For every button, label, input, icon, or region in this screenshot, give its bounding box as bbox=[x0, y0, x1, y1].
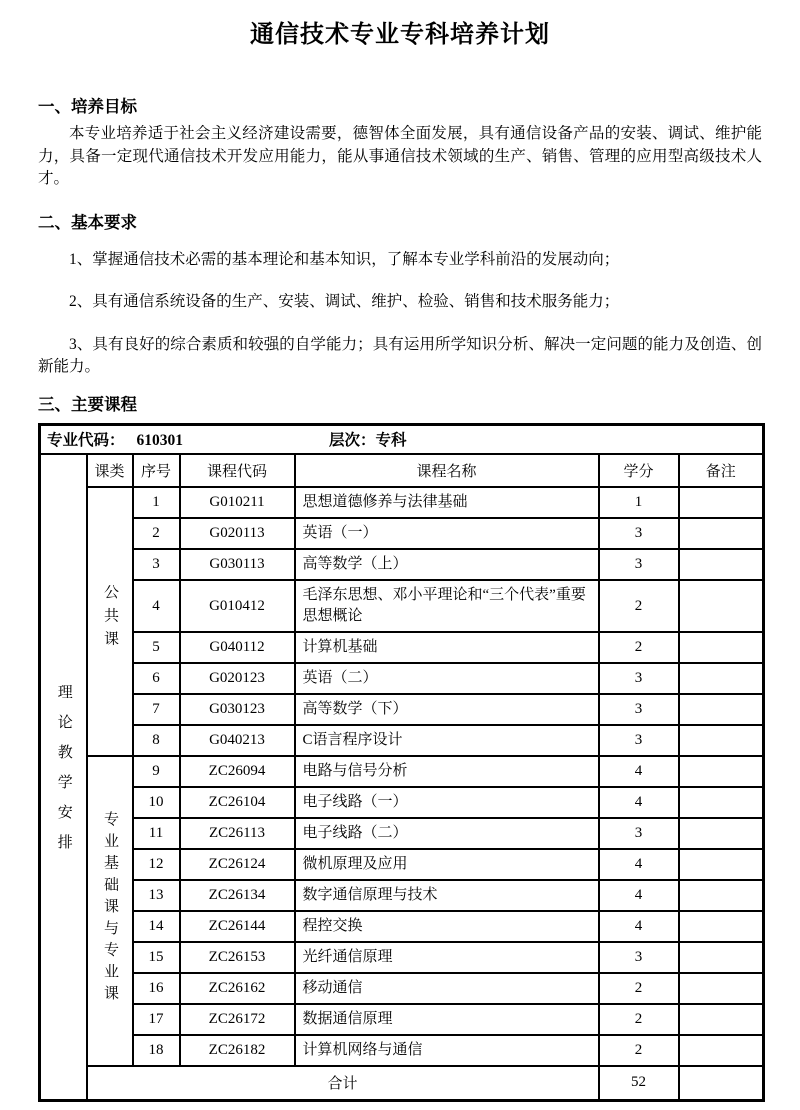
course-remarks bbox=[679, 911, 764, 942]
course-credits: 2 bbox=[599, 632, 679, 663]
course-credits: 4 bbox=[599, 849, 679, 880]
course-code: G020113 bbox=[180, 518, 295, 549]
table-row bbox=[40, 663, 764, 694]
course-name: 思想道德修养与法律基础 bbox=[295, 487, 599, 518]
course-remarks bbox=[679, 694, 764, 725]
course-seq: 11 bbox=[133, 818, 180, 849]
course-seq: 2 bbox=[133, 518, 180, 549]
course-seq: 7 bbox=[133, 694, 180, 725]
total-remarks bbox=[679, 1066, 764, 1100]
major-code-value: 610301 bbox=[136, 432, 184, 450]
course-seq: 12 bbox=[133, 849, 180, 880]
table-row bbox=[40, 487, 764, 518]
course-name: 高等数学（下） bbox=[295, 694, 599, 725]
course-credits: 2 bbox=[599, 1035, 679, 1066]
page-title: 通信技术专业专科培养计划 bbox=[250, 21, 550, 48]
table-row bbox=[40, 694, 764, 725]
table-row bbox=[40, 911, 764, 942]
table-meta-cell bbox=[40, 424, 764, 454]
course-remarks bbox=[679, 549, 764, 580]
course-remarks bbox=[679, 487, 764, 518]
category-label: 专业基础课与专业课 bbox=[102, 810, 118, 1007]
course-code: ZC26094 bbox=[180, 756, 295, 787]
course-seq: 3 bbox=[133, 549, 180, 580]
course-credits: 3 bbox=[599, 818, 679, 849]
course-seq: 16 bbox=[133, 973, 180, 1004]
table-row bbox=[40, 973, 764, 1004]
table-row bbox=[40, 818, 764, 849]
course-code: G040112 bbox=[180, 632, 295, 663]
category-label: 公共课 bbox=[102, 584, 118, 654]
course-name: 英语（一） bbox=[295, 518, 599, 549]
table-row bbox=[40, 1004, 764, 1035]
course-name: 光纤通信原理 bbox=[295, 942, 599, 973]
course-remarks bbox=[679, 818, 764, 849]
course-credits: 3 bbox=[599, 694, 679, 725]
course-name: 电子线路（一） bbox=[295, 787, 599, 818]
course-name: 微机原理及应用 bbox=[295, 849, 599, 880]
course-remarks bbox=[679, 632, 764, 663]
header-name: 课程名称 bbox=[295, 454, 599, 487]
course-credits: 4 bbox=[599, 787, 679, 818]
course-name: 高等数学（上） bbox=[295, 549, 599, 580]
table-row bbox=[40, 849, 764, 880]
total-label: 合计 bbox=[87, 1066, 599, 1100]
course-seq: 15 bbox=[133, 942, 180, 973]
course-name: 毛泽东思想、邓小平理论和“三个代表”重要思想概论 bbox=[295, 580, 599, 632]
course-seq: 14 bbox=[133, 911, 180, 942]
course-remarks bbox=[679, 787, 764, 818]
table-meta-row bbox=[40, 424, 764, 454]
course-seq: 9 bbox=[133, 756, 180, 787]
header-category: 课类 bbox=[87, 454, 133, 487]
total-credits: 52 bbox=[599, 1066, 679, 1100]
course-code: G010412 bbox=[180, 580, 295, 632]
course-remarks bbox=[679, 663, 764, 694]
course-code: G030113 bbox=[180, 549, 295, 580]
course-code: ZC26153 bbox=[180, 942, 295, 973]
course-name: 数字通信原理与技术 bbox=[295, 880, 599, 911]
course-seq: 6 bbox=[133, 663, 180, 694]
table-row bbox=[40, 580, 764, 632]
requirement-item-1: 1、掌握通信技术必需的基本理论和基本知识，了解本专业学科前沿的发展动向； bbox=[69, 250, 620, 268]
table-row bbox=[40, 1035, 764, 1066]
course-name: 电子线路（二） bbox=[295, 818, 599, 849]
course-name: 移动通信 bbox=[295, 973, 599, 1004]
course-name: 电路与信号分析 bbox=[295, 756, 599, 787]
course-code: G020123 bbox=[180, 663, 295, 694]
course-code: ZC26104 bbox=[180, 787, 295, 818]
course-credits: 4 bbox=[599, 911, 679, 942]
table-row bbox=[40, 549, 764, 580]
course-remarks bbox=[679, 756, 764, 787]
header-credits: 学分 bbox=[599, 454, 679, 487]
course-code: ZC26144 bbox=[180, 911, 295, 942]
table-row bbox=[40, 756, 764, 787]
course-remarks bbox=[679, 725, 764, 756]
course-seq: 18 bbox=[133, 1035, 180, 1066]
course-remarks bbox=[679, 518, 764, 549]
course-seq: 13 bbox=[133, 880, 180, 911]
objectives-paragraph: 本专业培养适于社会主义经济建设需要，德智体全面发展，具有通信设备产品的安装、调试、维护能力，具备一定现代通信技术开发应用能力，能从事通信技术领域的生产、销售、管理的应用型高级技术人才。 bbox=[38, 125, 762, 187]
course-remarks bbox=[679, 849, 764, 880]
course-code: ZC26124 bbox=[180, 849, 295, 880]
table-row bbox=[40, 880, 764, 911]
section-heading-objectives: 一、培养目标 bbox=[38, 98, 137, 116]
course-credits: 4 bbox=[599, 756, 679, 787]
course-credits: 2 bbox=[599, 1004, 679, 1035]
course-code: ZC26162 bbox=[180, 973, 295, 1004]
category-public-courses bbox=[87, 487, 133, 756]
course-code: ZC26113 bbox=[180, 818, 295, 849]
table-row bbox=[40, 787, 764, 818]
requirement-item-2: 2、具有通信系统设备的生产、安装、调试、维护、检验、销售和技术服务能力； bbox=[69, 293, 620, 310]
table-row bbox=[40, 632, 764, 663]
course-remarks bbox=[679, 1004, 764, 1035]
course-seq: 17 bbox=[133, 1004, 180, 1035]
row-group-theory-teaching bbox=[40, 454, 87, 1100]
course-credits: 3 bbox=[599, 663, 679, 694]
course-name: 计算机网络与通信 bbox=[295, 1035, 599, 1066]
course-name: C语言程序设计 bbox=[295, 725, 599, 756]
table-row bbox=[40, 942, 764, 973]
table-total-row bbox=[40, 1066, 764, 1100]
major-code-label: 专业代码： bbox=[47, 432, 125, 450]
course-code: G040213 bbox=[180, 725, 295, 756]
course-seq: 10 bbox=[133, 787, 180, 818]
course-credits: 1 bbox=[599, 487, 679, 518]
table-row bbox=[40, 518, 764, 549]
course-code: ZC26172 bbox=[180, 1004, 295, 1035]
course-code: ZC26182 bbox=[180, 1035, 295, 1066]
course-credits: 2 bbox=[599, 973, 679, 1004]
section-heading-requirements: 二、基本要求 bbox=[38, 213, 137, 232]
course-seq: 8 bbox=[133, 725, 180, 756]
header-seq: 序号 bbox=[133, 454, 180, 487]
course-seq: 4 bbox=[133, 580, 180, 632]
course-credits: 3 bbox=[599, 942, 679, 973]
section-heading-courses: 三、主要课程 bbox=[38, 395, 137, 414]
document bbox=[0, 14, 800, 1102]
course-remarks bbox=[679, 973, 764, 1004]
course-name: 数据通信原理 bbox=[295, 1004, 599, 1035]
course-name: 程控交换 bbox=[295, 911, 599, 942]
course-credits: 3 bbox=[599, 549, 679, 580]
course-remarks bbox=[679, 942, 764, 973]
course-code: G030123 bbox=[180, 694, 295, 725]
course-code: ZC26134 bbox=[180, 880, 295, 911]
course-table bbox=[38, 423, 765, 1102]
level-value: 专科 bbox=[375, 432, 407, 450]
header-remarks: 备注 bbox=[679, 454, 764, 487]
course-credits: 4 bbox=[599, 880, 679, 911]
header-code: 课程代码 bbox=[180, 454, 295, 487]
course-name: 计算机基础 bbox=[295, 632, 599, 663]
row-group-label: 理论教学安排 bbox=[55, 684, 72, 865]
category-major-courses bbox=[87, 756, 133, 1066]
course-seq: 1 bbox=[133, 487, 180, 518]
course-credits: 2 bbox=[599, 580, 679, 632]
course-code: G010211 bbox=[180, 487, 295, 518]
level-label: 层次： bbox=[329, 432, 376, 450]
course-remarks bbox=[679, 1035, 764, 1066]
course-credits: 3 bbox=[599, 725, 679, 756]
course-credits: 3 bbox=[599, 518, 679, 549]
course-name: 英语（二） bbox=[295, 663, 599, 694]
requirement-item-3: 3、具有良好的综合素质和较强的自学能力；具有运用所学知识分析、解决一定问题的能力及创造、创新能力。 bbox=[38, 335, 762, 375]
table-row bbox=[40, 725, 764, 756]
course-remarks bbox=[679, 880, 764, 911]
course-seq: 5 bbox=[133, 632, 180, 663]
course-remarks bbox=[679, 580, 764, 632]
table-header-row bbox=[40, 454, 764, 487]
